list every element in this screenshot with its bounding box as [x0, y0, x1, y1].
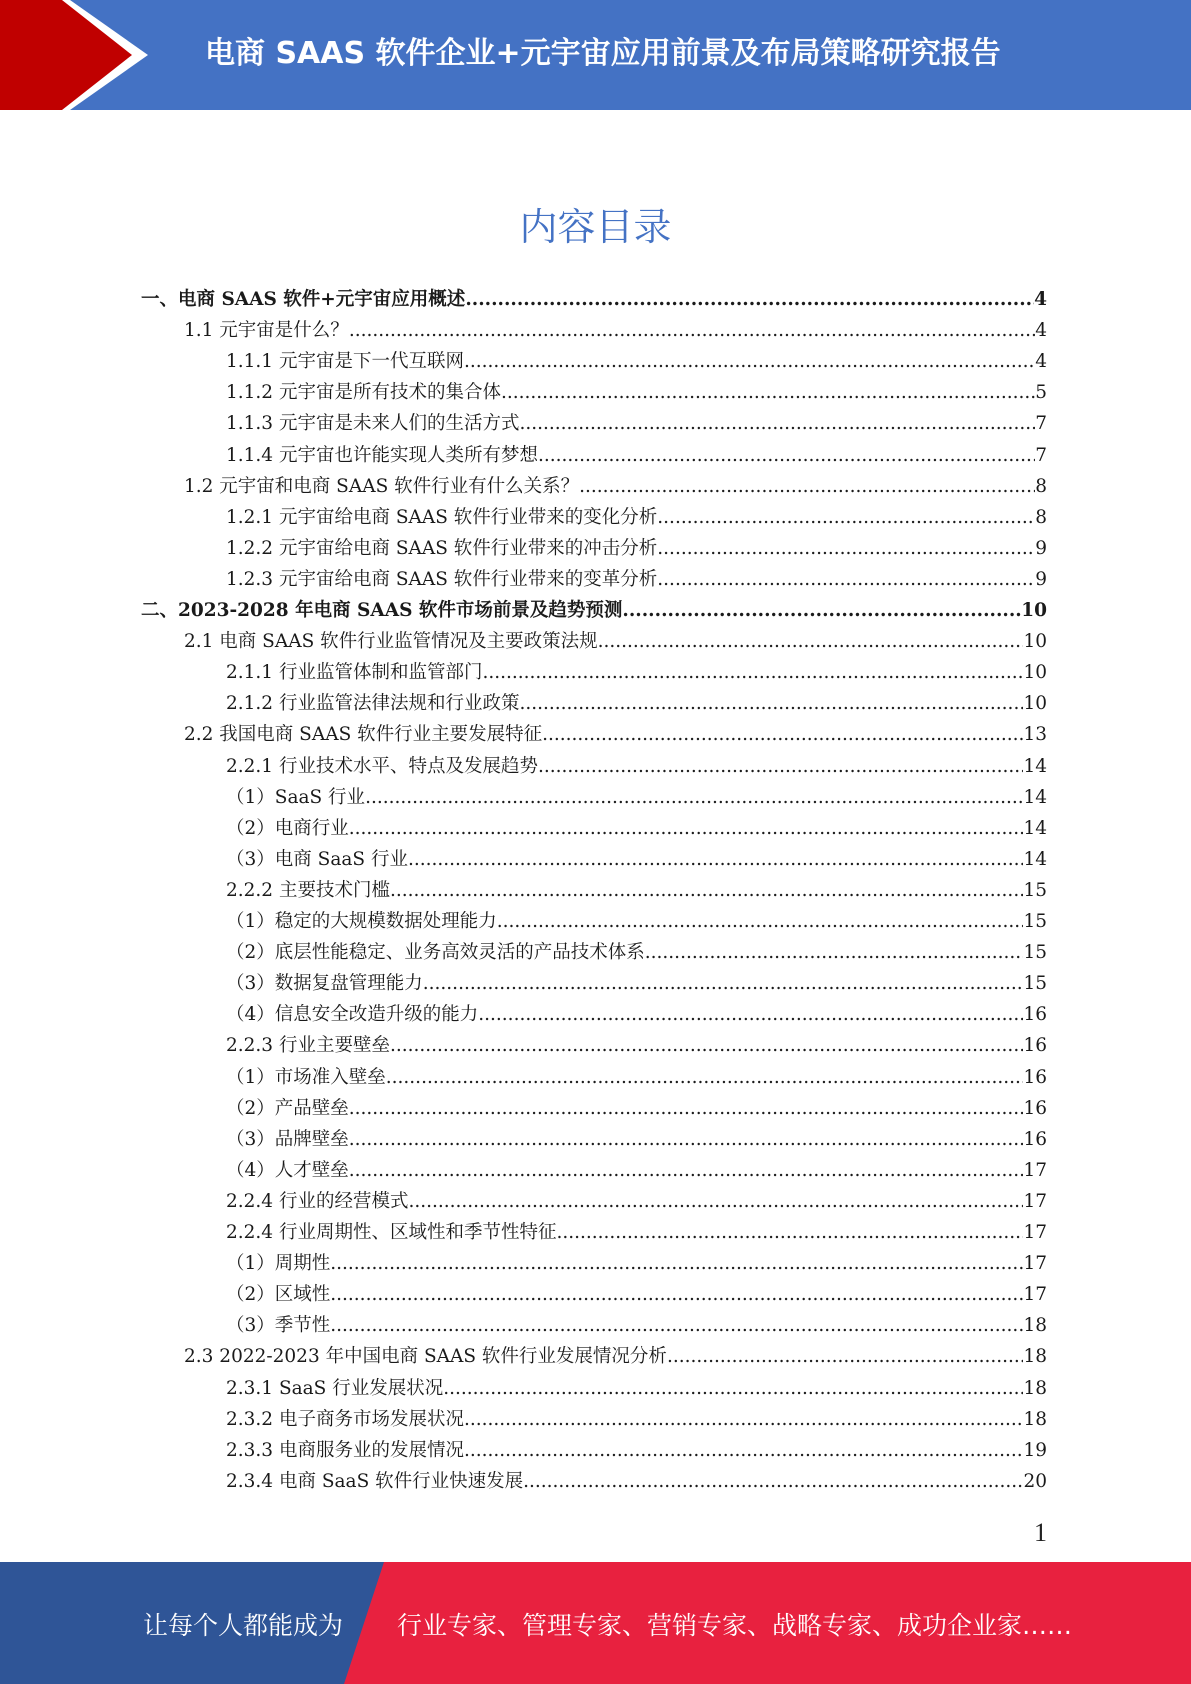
page-footer	[0, 1562, 1191, 1684]
toc-entry[interactable]	[226, 1404, 1047, 1435]
toc-entry-page: 9	[1035, 537, 1047, 559]
toc-entry[interactable]	[226, 1310, 1047, 1341]
toc-dot-leader	[330, 1248, 1023, 1279]
toc-entry-page: 16	[1023, 1035, 1047, 1057]
toc-entry-page: 10	[1023, 662, 1047, 684]
toc-entry-page: 16	[1023, 1128, 1047, 1150]
toc-dot-leader	[538, 751, 1023, 782]
toc-dot-leader	[497, 906, 1024, 937]
toc-dot-leader	[464, 346, 1035, 377]
toc-entry[interactable]	[226, 813, 1047, 844]
toc-entry[interactable]	[184, 315, 1047, 346]
toc-entry-label: 1.2.2 元宇宙给电商 SAAS 软件行业带来的冲击分析	[226, 537, 658, 559]
toc-dot-leader	[443, 1373, 1023, 1404]
toc-entry[interactable]	[226, 1466, 1047, 1497]
toc-entry-page: 14	[1023, 786, 1047, 808]
toc-entry-label: 2.2 我国电商 SAAS 软件行业主要发展特征	[184, 724, 543, 746]
toc-entry-page: 8	[1035, 475, 1047, 497]
toc-entry[interactable]	[226, 937, 1047, 968]
toc-entry-label: 2.3.4 电商 SaaS 软件行业快速发展	[226, 1470, 524, 1492]
toc-entry-page: 15	[1023, 879, 1047, 901]
toc-entry-label: （1）市场准入壁垒	[226, 1066, 386, 1088]
toc-dot-leader	[390, 1030, 1023, 1061]
toc-dot-leader	[465, 284, 1034, 315]
toc-dot-leader	[519, 408, 1035, 439]
toc-entry-label: 2.1.1 行业监管体制和监管部门	[226, 662, 483, 684]
toc-entry-label: 1.1 元宇宙是什么？	[184, 320, 349, 342]
toc-entry-label: （3）数据复盘管理能力	[226, 973, 423, 995]
toc-entry-page: 18	[1023, 1346, 1047, 1368]
toc-entry-label: 2.1.2 行业监管法律法规和行业政策	[226, 693, 520, 715]
toc-entry-page: 14	[1023, 848, 1047, 870]
toc-entry-label: 2.3.2 电子商务市场发展状况	[226, 1408, 464, 1430]
toc-dot-leader	[556, 1217, 1023, 1248]
toc-dot-leader	[330, 1279, 1023, 1310]
toc-dot-leader	[667, 1341, 1024, 1372]
toc-entry[interactable]	[226, 688, 1047, 719]
toc-entry[interactable]	[226, 999, 1047, 1030]
toc-entry[interactable]	[184, 1341, 1047, 1372]
toc-entry-label: （3）品牌壁垒	[226, 1128, 349, 1150]
toc-entry[interactable]	[226, 502, 1047, 533]
toc-dot-leader	[330, 1310, 1023, 1341]
toc-entry[interactable]	[226, 1435, 1047, 1466]
toc-entry-page: 13	[1023, 724, 1047, 746]
toc-dot-leader	[349, 315, 1035, 346]
toc-entry-label: 2.2.4 行业的经营模式	[226, 1190, 409, 1212]
toc-entry-label: （1）周期性	[226, 1253, 331, 1275]
toc-entry[interactable]	[226, 1279, 1047, 1310]
toc-entry-label: 1.1.2 元宇宙是所有技术的集合体	[226, 382, 501, 404]
toc-entry-label: （3）电商 SaaS 行业	[226, 848, 408, 870]
toc-dot-leader	[657, 564, 1035, 595]
toc-entry-page: 18	[1023, 1315, 1047, 1337]
toc-entry[interactable]	[226, 968, 1047, 999]
toc-entry-page: 5	[1035, 382, 1047, 404]
toc-entry[interactable]	[226, 844, 1047, 875]
toc-entry-page: 14	[1023, 817, 1047, 839]
toc-entry-page: 17	[1023, 1190, 1047, 1212]
toc-entry-page: 15	[1023, 973, 1047, 995]
toc-entry-page: 8	[1035, 506, 1047, 528]
toc-entry-page: 17	[1023, 1253, 1047, 1275]
toc-entry[interactable]	[226, 1030, 1047, 1061]
toc-entry[interactable]	[226, 377, 1047, 408]
toc-entry-label: 1.1.3 元宇宙是未来人们的生活方式	[226, 413, 520, 435]
toc-dot-leader	[464, 1404, 1023, 1435]
toc-entry-label: 2.3.1 SaaS 行业发展状况	[226, 1377, 444, 1399]
toc-entry[interactable]	[226, 1373, 1047, 1404]
toc-entry[interactable]	[141, 284, 1047, 315]
page-header	[0, 0, 1191, 110]
toc-entry-page: 10	[1023, 693, 1047, 715]
toc-dot-leader	[365, 782, 1023, 813]
toc-entry-label: （2）区域性	[226, 1284, 331, 1306]
toc-dot-leader	[501, 377, 1035, 408]
toc-entry-label: 2.2.4 行业周期性、区域性和季节性特征	[226, 1222, 557, 1243]
toc-entry[interactable]	[226, 1093, 1047, 1124]
toc-entry-label: 2.2.1 行业技术水平、特点及发展趋势	[226, 755, 538, 777]
toc-entry-page: 20	[1023, 1470, 1047, 1492]
toc-entry[interactable]	[184, 471, 1047, 502]
toc-dot-leader	[542, 719, 1023, 750]
toc-dot-leader	[598, 626, 1024, 657]
toc-entry-page: 18	[1023, 1377, 1047, 1399]
toc-entry-page: 17	[1023, 1284, 1047, 1306]
toc-entry-label: （3）季节性	[226, 1315, 331, 1337]
toc-entry-label: （2）电商行业	[226, 817, 349, 839]
toc-entry[interactable]	[226, 564, 1047, 595]
toc-entry[interactable]	[226, 875, 1047, 906]
toc-dot-leader	[523, 1466, 1023, 1497]
toc-entry-page: 10	[1021, 600, 1047, 621]
toc-entry-page: 17	[1023, 1159, 1047, 1181]
toc-entry-page: 16	[1023, 1097, 1047, 1119]
toc-dot-leader	[349, 813, 1024, 844]
footer-slogan-left: 让每个人都能成为	[143, 1611, 344, 1640]
toc-entry-label: 1.2.1 元宇宙给电商 SAAS 软件行业带来的变化分析	[226, 506, 658, 528]
toc-entry[interactable]	[226, 751, 1047, 782]
toc-entry-page: 18	[1023, 1408, 1047, 1430]
toc-dot-leader	[386, 1062, 1024, 1093]
toc-entry-label: 2.3 2022-2023 年中国电商 SAAS 软件行业发展情况分析	[184, 1346, 667, 1368]
toc-entry-page: 4	[1035, 320, 1047, 342]
toc-entry[interactable]	[226, 1248, 1047, 1279]
toc-entry-label: 1.1.4 元宇宙也许能实现人类所有梦想	[226, 444, 538, 466]
toc-entry-page: 19	[1023, 1439, 1047, 1461]
toc-entry-label: （4）人才壁垒	[226, 1159, 349, 1181]
toc-dot-leader	[579, 471, 1035, 502]
toc-entry-label: 2.2.3 行业主要壁垒	[226, 1035, 390, 1057]
toc-entry-label: 1.1.1 元宇宙是下一代互联网	[226, 351, 464, 373]
toc-entry-page: 9	[1035, 568, 1047, 590]
toc-entry-page: 4	[1034, 289, 1047, 310]
toc-dot-leader	[519, 688, 1023, 719]
toc-entry[interactable]	[226, 440, 1047, 471]
toc-entry[interactable]	[226, 533, 1047, 564]
toc-entry-label: 1.2 元宇宙和电商 SAAS 软件行业有什么关系？	[184, 475, 580, 497]
toc-entry[interactable]	[226, 657, 1047, 688]
toc-entry-page: 15	[1023, 942, 1047, 964]
toc-dot-leader	[538, 440, 1035, 471]
toc-entry[interactable]	[226, 1217, 1047, 1248]
toc-dot-leader	[408, 1186, 1023, 1217]
toc-entry-page: 16	[1023, 1066, 1047, 1088]
toc-entry-label: 2.3.3 电商服务业的发展情况	[226, 1439, 464, 1461]
toc-dot-leader	[478, 999, 1023, 1030]
footer-slogan-right: 行业专家、管理专家、营销专家、战略专家、成功企业家……	[397, 1611, 1073, 1640]
toc-entry-label: （2）底层性能稳定、业务高效灵活的产品技术体系	[226, 942, 645, 964]
toc-entry-label: 2.1 电商 SAAS 软件行业监管情况及主要政策法规	[184, 631, 598, 653]
toc-entry-label: （4）信息安全改造升级的能力	[226, 1004, 479, 1026]
toc-entry[interactable]	[226, 1062, 1047, 1093]
toc-entry[interactable]	[226, 408, 1047, 439]
toc-dot-leader	[349, 1124, 1024, 1155]
toc-entry-label: 2.2.2 主要技术门槛	[226, 879, 390, 901]
toc-entry-label: 1.2.3 元宇宙给电商 SAAS 软件行业带来的变革分析	[226, 568, 658, 590]
toc-entry-label: 二、2023-2028 年电商 SAAS 软件市场前景及趋势预测	[141, 600, 623, 621]
toc-entry[interactable]	[226, 1124, 1047, 1155]
toc-entry-page: 17	[1023, 1222, 1047, 1243]
toc-dot-leader	[645, 937, 1024, 968]
toc-entry-label: （2）产品壁垒	[226, 1097, 349, 1119]
toc-dot-leader	[464, 1435, 1023, 1466]
toc-entry[interactable]	[226, 782, 1047, 813]
toc-entry[interactable]	[141, 595, 1047, 626]
toc-dot-leader	[349, 1093, 1024, 1124]
toc-entry-page: 14	[1023, 755, 1047, 777]
toc-dot-leader	[423, 968, 1024, 999]
toc-entry[interactable]	[226, 346, 1047, 377]
toc-dot-leader	[482, 657, 1023, 688]
toc-heading: 内容目录	[519, 205, 672, 249]
toc-dot-leader	[349, 1155, 1024, 1186]
toc-dot-leader	[408, 844, 1024, 875]
toc-dot-leader	[622, 595, 1021, 626]
toc-entry-label: （1）SaaS 行业	[226, 786, 366, 808]
toc-entry-label: 一、电商 SAAS 软件+元宇宙应用概述	[141, 289, 466, 310]
toc-entry[interactable]	[226, 1186, 1047, 1217]
toc-entry-page: 15	[1023, 911, 1047, 932]
toc-entry-page: 4	[1035, 351, 1047, 373]
toc-entry-page: 7	[1035, 413, 1047, 435]
toc-dot-leader	[390, 875, 1023, 906]
report-title: 电商 SAAS 软件企业+元宇宙应用前景及布局策略研究报告	[205, 36, 1001, 71]
toc-dot-leader	[657, 502, 1035, 533]
toc-entry[interactable]	[184, 626, 1047, 657]
toc-entry[interactable]	[226, 906, 1047, 937]
toc-entry-page: 10	[1023, 631, 1047, 653]
toc-entry-page: 7	[1035, 444, 1047, 466]
toc-dot-leader	[657, 533, 1035, 564]
toc-entry-label: （1）稳定的大规模数据处理能力	[226, 911, 497, 932]
toc-entry[interactable]	[226, 1155, 1047, 1186]
page-number: 1	[1034, 1518, 1047, 1547]
toc-entry-page: 16	[1023, 1004, 1047, 1026]
toc-entry[interactable]	[184, 719, 1047, 750]
